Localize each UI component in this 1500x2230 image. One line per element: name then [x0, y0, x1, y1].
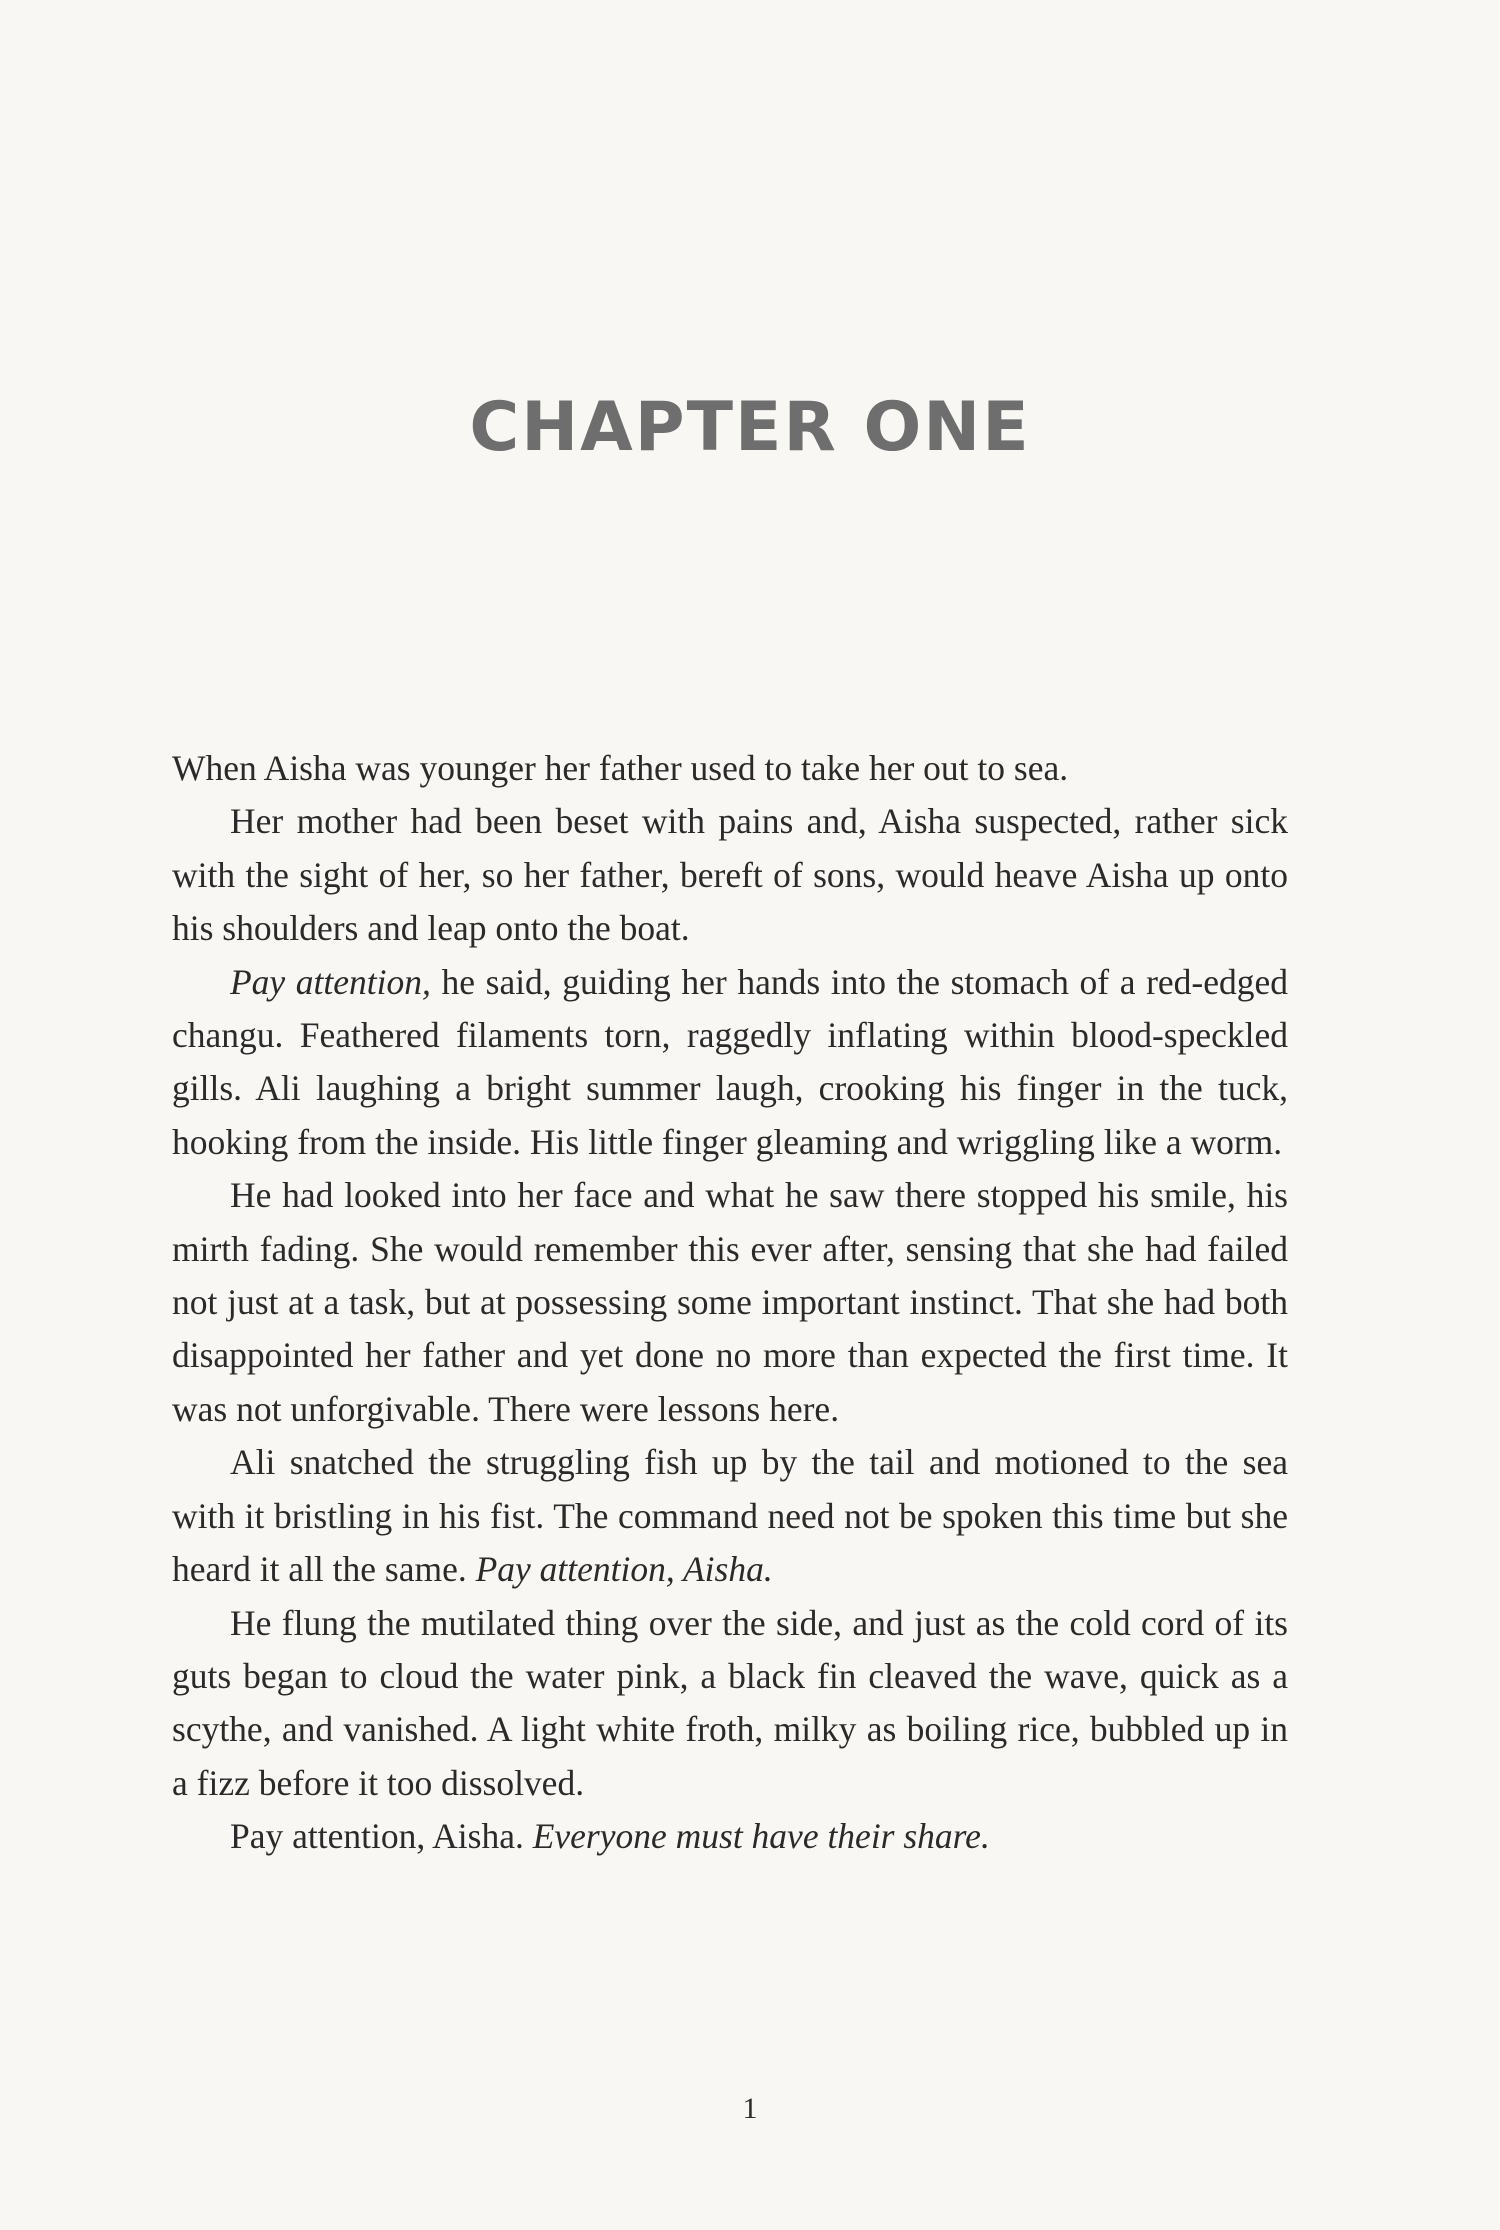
text-segment: He flung the mutilated thing over the side, and just as the cold cord of its guts began to cloud the water pink, a black fin cleaved the wave, quick as a scythe, and vanished. A light white froth, milky as boiling rice, bubbled up in a fizz before it too dissolved. [172, 1602, 1288, 1803]
paragraph [172, 1436, 1288, 1596]
italic-text-segment: Pay attention, [230, 961, 431, 1002]
chapter-body [172, 742, 1288, 1864]
italic-text-segment: Pay attention, Aisha. [475, 1549, 773, 1590]
paragraph [172, 1169, 1288, 1436]
paragraph [172, 1597, 1288, 1811]
page-number: 1 [742, 2092, 758, 2125]
paragraph [172, 742, 1288, 795]
text-segment: he said, guiding her hands into the stomach of a red-edged changu. Feathered filaments torn, raggedly inflating within blood-speckled gills. Ali laughing a bright summer laugh, crooking his finger in the tuck, hooking from the inside. His little finger gleaming and wriggling like a worm. [172, 961, 1288, 1162]
text-segment: He had looked into her face and what he saw there stopped his smile, his mirth fading. She would remember this ever after, sensing that she had failed not just at a task, but at possessing some important instinct. That she had both disappointed her father and yet done no more than expected the first time. It was not unforgivable. There were lessons here. [172, 1175, 1288, 1429]
text-segment: When Aisha was younger her father used to take her out to sea. [172, 748, 1069, 788]
text-segment: Pay attention, Aisha. [230, 1816, 533, 1857]
text-segment: Her mother had been beset with pains and, Aisha suspected, rather sick with the sight of her, so her father, bereft of sons, would heave Aisha up onto his shoulders and leap onto the boat. [172, 801, 1288, 949]
paragraph [172, 1810, 1288, 1863]
text-segment: Ali snatched the struggling fish up by the tail and motioned to the sea with it bristling in his fist. The command need not be spoken this time but she heard it all the same. [172, 1442, 1288, 1590]
paragraph [172, 956, 1288, 1170]
italic-text-segment: Everyone must have their share. [532, 1816, 990, 1857]
chapter-title: CHAPTER ONE [469, 388, 1031, 467]
paragraph [172, 795, 1288, 955]
